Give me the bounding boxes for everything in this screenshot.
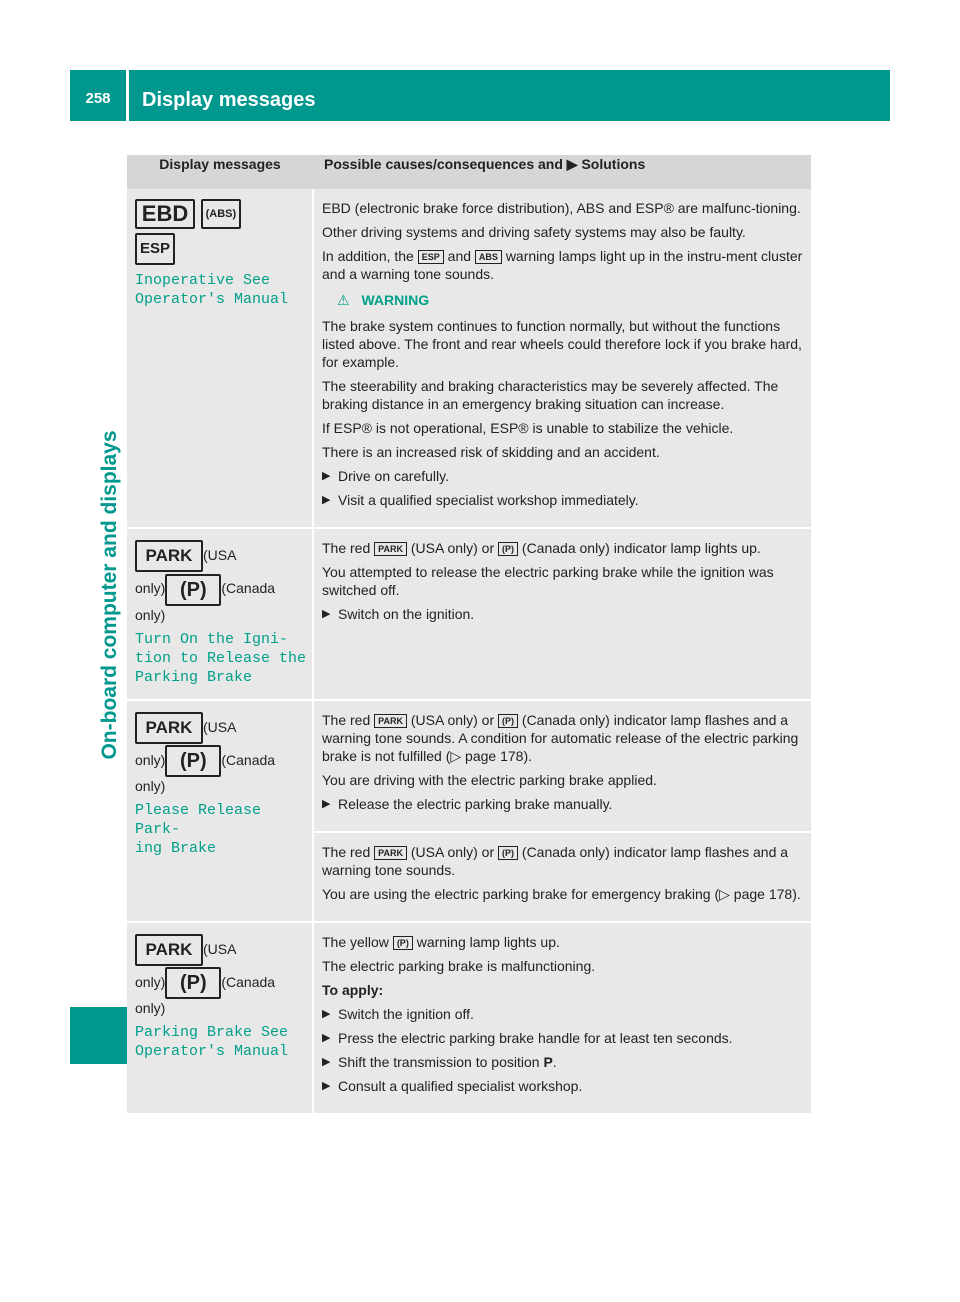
parking-brake-icon: (P) <box>165 745 221 777</box>
col-header-display-messages: Display messages <box>127 155 313 189</box>
display-message-text: Inoperative See Operator's Manual <box>135 272 289 308</box>
table-header-row <box>127 155 811 189</box>
solution-step: ▶ Shift the transmission to position P. <box>322 1053 803 1071</box>
park-icon: PARK <box>135 540 203 572</box>
page-number: 258 <box>85 90 111 107</box>
park-icon: PARK <box>374 714 407 728</box>
solutions-arrow-icon: ▶ <box>566 156 578 172</box>
ebd-icon: EBD <box>135 199 195 229</box>
park-icon: PARK <box>135 712 203 744</box>
col-header-causes: Possible causes/consequences and ▶ Solutions <box>313 155 811 189</box>
display-message-text: Turn On the Igni‐ tion to Release the Parking Brake <box>135 630 307 686</box>
header-divider <box>126 70 129 121</box>
parking-brake-icon: (P) <box>165 574 221 606</box>
solution-step: ▶ Switch the ignition off. <box>322 1005 803 1023</box>
solution-step: ▶ Consult a qualified specialist workshop. <box>322 1077 803 1095</box>
message-cell: PARK (USA only) (P) (Canada only) Turn On the Igni‐ tion to Release the Parking Brake <box>127 528 313 700</box>
solution-cell: The red PARK (USA only) or (P) (Canada only) indicator lamp flashes and a warning tone sounds. You are using the electric parking brake for emergency braking (▷ page 178). <box>313 832 811 922</box>
solution-cell: The red PARK (USA only) or (P) (Canada only) indicator lamp lights up. You attempted to release the electric parking brake while the ignition was switched off. ▶ Switch on the ignition. <box>313 528 811 700</box>
solution-step: ▶ Switch on the ignition. <box>322 605 803 623</box>
solution-step: ▶ Visit a qualified specialist workshop immediately. <box>322 491 803 509</box>
solution-cell: EBD (electronic brake force distribution), ABS and ESP® are malfunc-tioning. Other driving systems and driving safety systems may also be faulty. In addition, the ESP and ABS warning lamps light up in the instru-ment cluster and a warning tone sounds. ⚠ WARNING The brake system continues to function normally, but without the functions listed above. The front and rear wheels could therefore lock if you brake hard, for example. The steerability and braking characteristics may be severely affected. The braking distance in an emergency braking situation can increase. If ESP® is not operational, ESP® is unable to stabilize the vehicle. There is an increased risk of skidding and an accident. ▶ Drive on carefully. ▶ Visit a qualified specialist workshop immediately. <box>313 189 811 528</box>
table-row <box>127 700 811 832</box>
page-title: Display messages <box>142 89 316 111</box>
esp-icon: ESP <box>135 233 175 265</box>
parking-brake-icon: (P) <box>498 846 518 860</box>
display-message-text: Parking Brake See Operator's Manual <box>135 1024 289 1061</box>
solution-step: ▶ Press the electric parking brake handle for at least ten seconds. <box>322 1029 803 1047</box>
solution-step: ▶ Release the electric parking brake manually. <box>322 795 803 813</box>
warning-triangle-icon: ⚠ <box>337 292 350 308</box>
message-cell: PARK (USA only) (P) (Canada only) Please Release Park‐ ing Brake <box>127 700 313 922</box>
esp-icon: ESP <box>418 250 444 264</box>
message-cell <box>127 189 313 528</box>
park-icon: PARK <box>135 934 203 966</box>
table-row <box>127 528 811 700</box>
park-icon: PARK <box>374 846 407 860</box>
abs-icon: (ABS) <box>201 199 241 229</box>
park-icon: PARK <box>374 542 407 556</box>
parking-brake-icon: (P) <box>165 967 221 999</box>
display-messages-table <box>127 155 811 1113</box>
parking-brake-icon: (P) <box>498 542 518 556</box>
solution-cell: The yellow (P) warning lamp lights up. The electric parking brake is malfunctioning. To apply: ▶ Switch the ignition off. ▶ Press the electric parking brake handle for at least ten seconds. ▶ Shift the transmission to position P. ▶ Consult a qualified specialist workshop. <box>313 922 811 1113</box>
parking-brake-icon: (P) <box>393 936 413 950</box>
solution-cell: The red PARK (USA only) or (P) (Canada only) indicator lamp flashes and a warning tone sounds. A condition for automatic release of the electric parking brake is not fulfilled (▷ page 178). You are driving with the electric parking brake applied. ▶ Release the electric parking brake manually. <box>313 700 811 832</box>
solution-step: ▶ Drive on carefully. <box>322 467 803 485</box>
side-tab-marker <box>70 1007 127 1064</box>
abs-icon: ABS <box>475 250 502 264</box>
parking-brake-icon: (P) <box>498 714 518 728</box>
display-message-text: Please Release Park‐ ing Brake <box>135 802 262 858</box>
table-row <box>127 189 811 528</box>
message-cell: PARK (USA only) (P) (Canada only) Parking Brake See Operator's Manual <box>127 922 313 1113</box>
warning-heading: ⚠ WARNING <box>337 292 430 308</box>
side-tab-label: On-board computer and displays <box>98 430 121 760</box>
table-row <box>127 922 811 1113</box>
